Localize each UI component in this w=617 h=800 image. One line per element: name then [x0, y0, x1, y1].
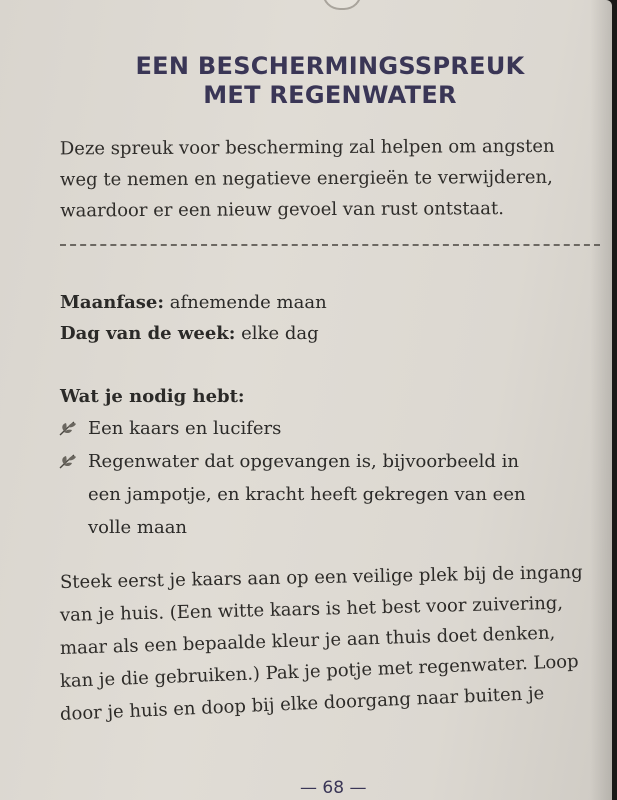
intro-line: waardoor er een nieuw gevoel van rust ontstaat. — [60, 198, 505, 222]
intro-paragraph — [60, 131, 605, 227]
title-line-2: MET REGENWATER — [203, 81, 457, 109]
instructions-line: door je huis en doop bij elke doorgang naar buiten je — [59, 682, 545, 725]
list-item-text: een jampotje, en kracht heeft gekregen van een — [88, 484, 526, 505]
moon-phase-value: afnemende maan — [163, 292, 327, 313]
list-item-text: volle maan — [88, 517, 188, 538]
dashed-divider — [60, 244, 600, 246]
leaf-icon — [58, 419, 78, 437]
title-line-1: EEN BESCHERMINGSSPREUK — [135, 52, 525, 80]
list-item — [58, 412, 598, 445]
intro-line: weg te nemen en negatieve energieën te verwijderen, — [59, 166, 553, 191]
list-item — [58, 445, 598, 544]
weekday-label: Dag van de week: — [60, 323, 236, 344]
ingredients-heading: Wat je nodig hebt: — [60, 386, 245, 407]
weekday-row — [60, 318, 600, 349]
page-title — [60, 52, 600, 110]
ingredients-list — [58, 412, 598, 544]
spell-details — [60, 287, 600, 349]
instructions-line: kan je die gebruiken.) Pak je potje met regenwater. Loop — [59, 651, 579, 692]
page-number: — 68 — — [300, 778, 367, 798]
weekday-value: elke dag — [235, 323, 319, 344]
instructions-line: Steek eerst je kaars aan op een veilige plek bij de ingang — [59, 561, 583, 593]
binding-ring — [322, 0, 362, 10]
list-item-text: Regenwater dat opgevangen is, bijvoorbeeld in — [88, 451, 519, 472]
list-item-text: Een kaars en lucifers — [88, 418, 282, 439]
moon-phase-row — [60, 287, 600, 318]
intro-line: Deze spreuk voor bescherming zal helpen om angsten — [59, 135, 555, 160]
instructions-line: van je huis. (Een witte kaars is het best voor zuivering, — [59, 592, 564, 626]
leaf-icon — [58, 452, 78, 470]
instructions-line: maar als een bepaalde kleur je aan thuis doet denken, — [59, 622, 556, 659]
moon-phase-label: Maanfase: — [60, 292, 164, 313]
instructions-paragraph — [59, 561, 612, 731]
